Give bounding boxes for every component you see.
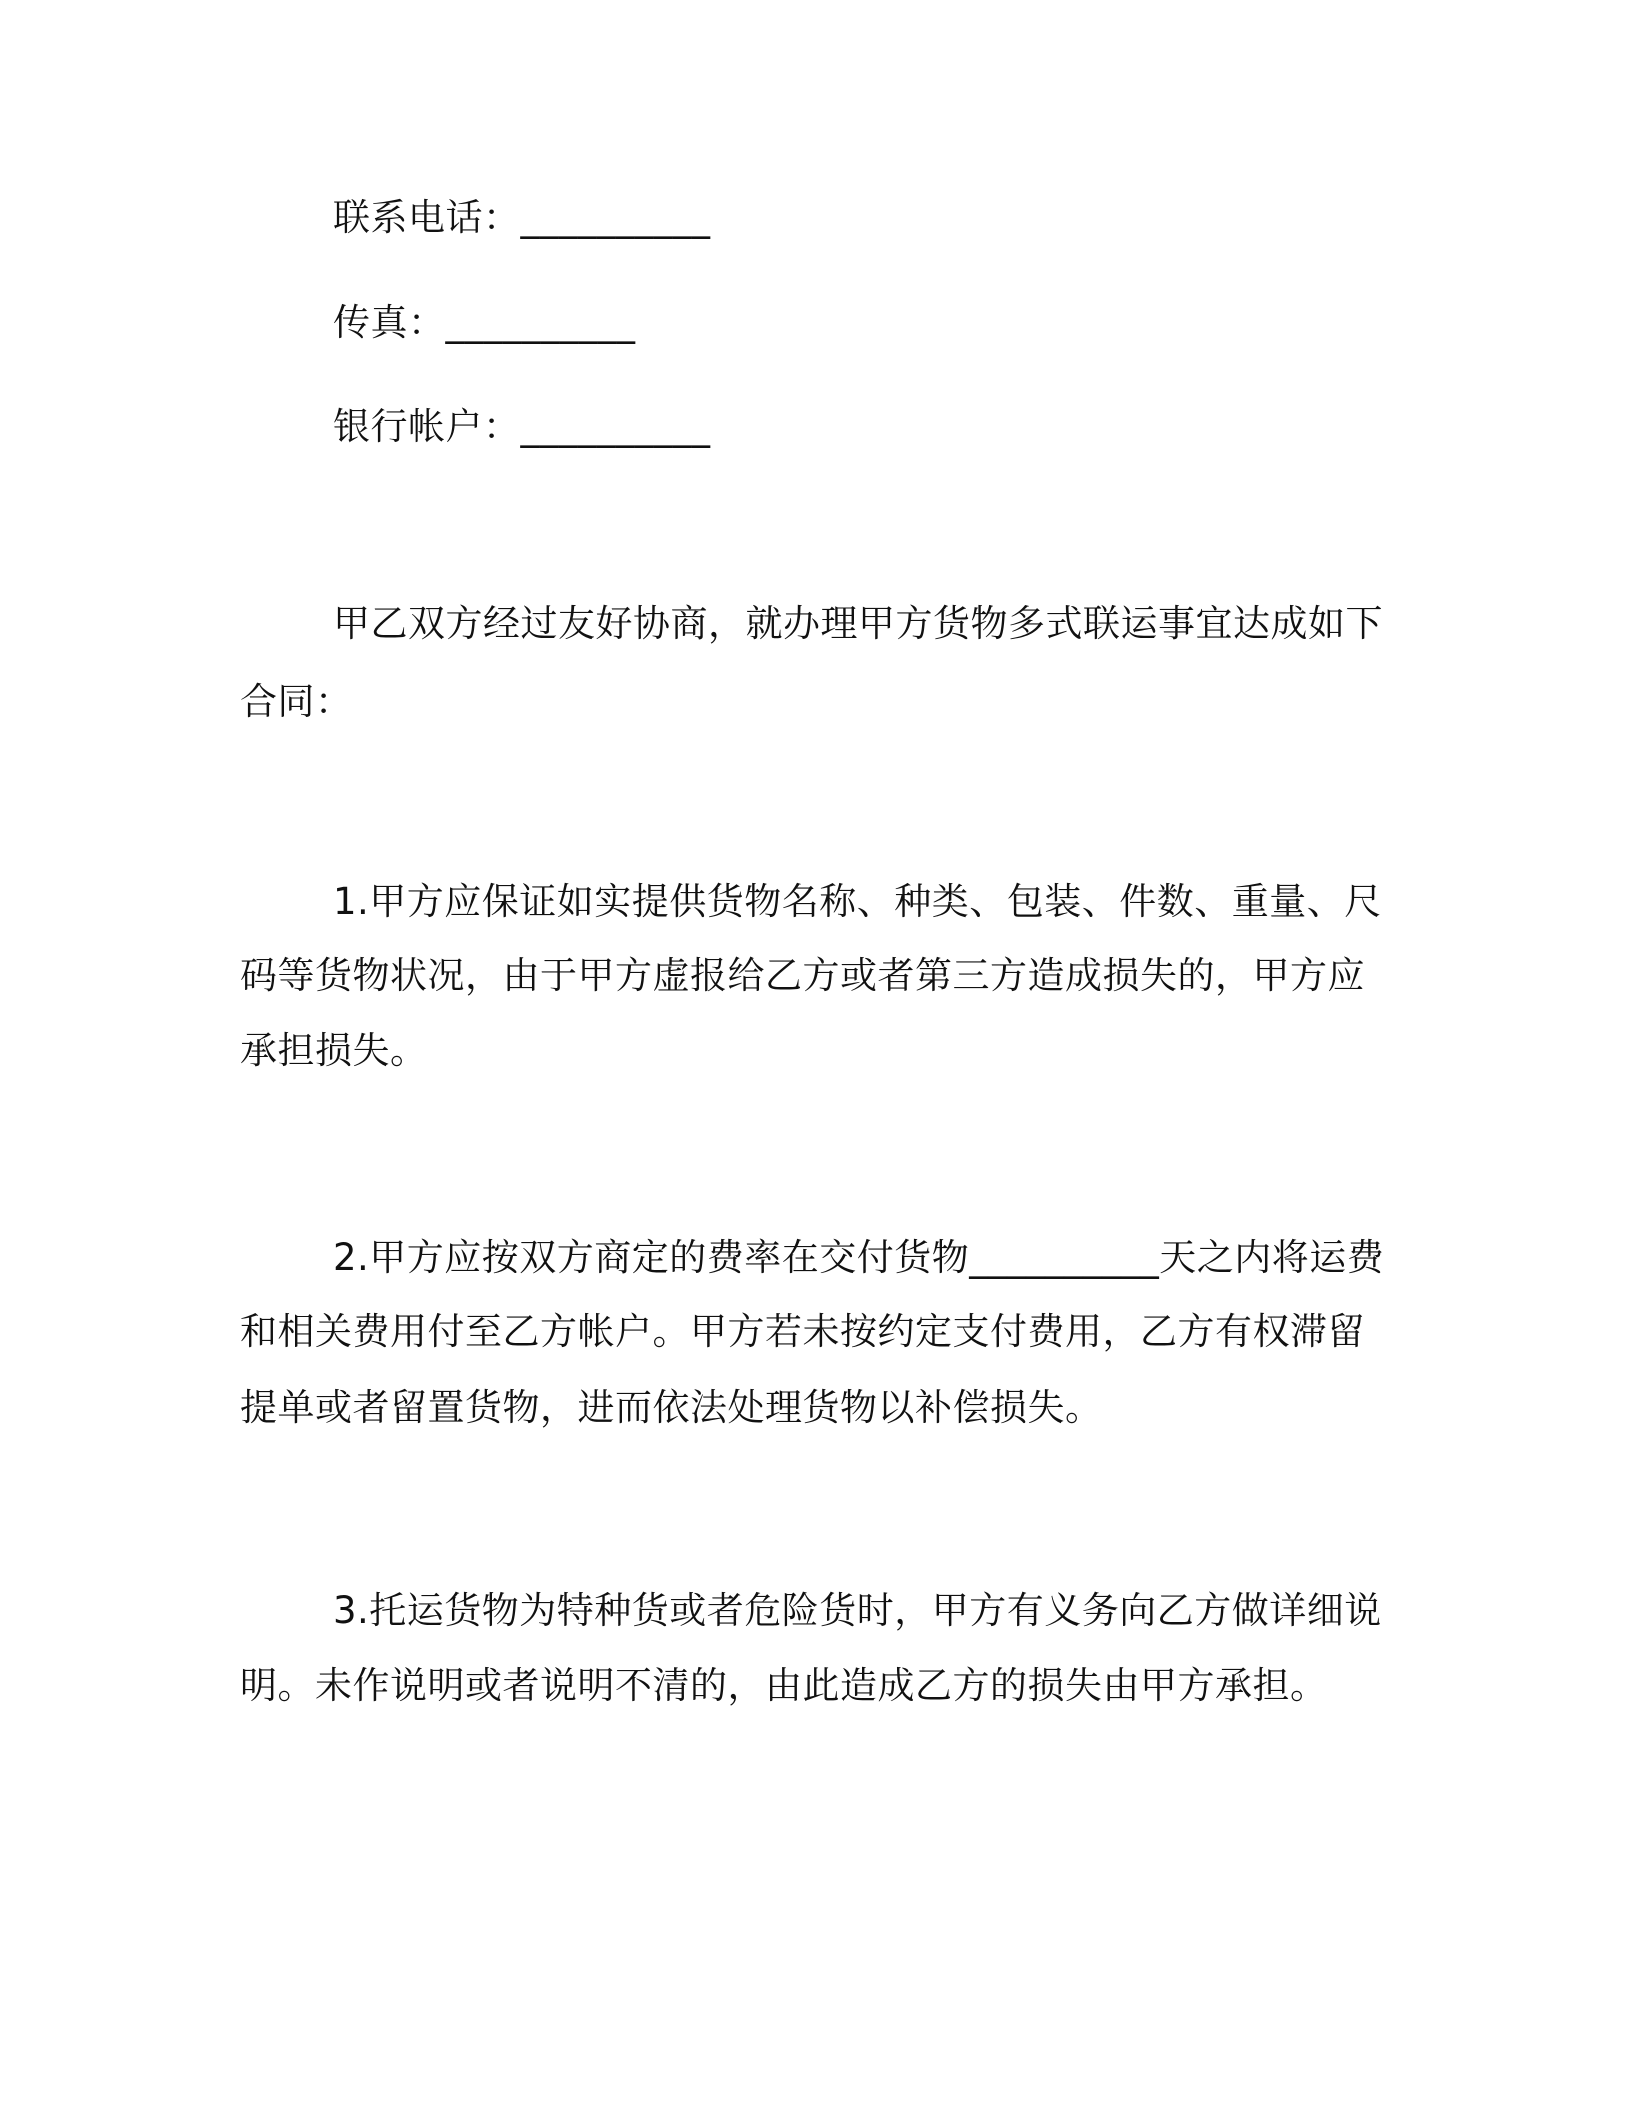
clause-2-line-3: 提单或者留置货物，进而依法处理货物以补偿损失。: [240, 1386, 1103, 1429]
clause-2-line-2: 和相关费用付至乙方帐户。甲方若未按约定支付费用，乙方有权滞留: [240, 1310, 1365, 1353]
intro-paragraph-line-2: 合同：: [240, 680, 353, 723]
bank-account-field-line: 银行帐户：__________: [333, 405, 711, 448]
clause-3-line-2: 明。未作说明或者说明不清的，由此造成乙方的损失由甲方承担。: [240, 1664, 1328, 1707]
clause-2-line-1: 2.甲方应按双方商定的费率在交付货物__________天之内将运费: [333, 1236, 1385, 1279]
intro-paragraph-line-1: 甲乙双方经过友好协商，就办理甲方货物多式联运事宜达成如下: [333, 602, 1383, 645]
clause-1-line-1: 1.甲方应保证如实提供货物名称、种类、包装、件数、重量、尺: [333, 880, 1382, 923]
clause-3-line-1: 3.托运货物为特种货或者危险货时，甲方有义务向乙方做详细说: [333, 1589, 1382, 1632]
clause-1-line-3: 承担损失。: [240, 1029, 428, 1072]
clause-1-line-2: 码等货物状况，由于甲方虚报给乙方或者第三方造成损失的，甲方应: [240, 954, 1365, 997]
fax-field-line: 传真：__________: [333, 301, 636, 344]
phone-field-line: 联系电话：__________: [333, 196, 711, 239]
